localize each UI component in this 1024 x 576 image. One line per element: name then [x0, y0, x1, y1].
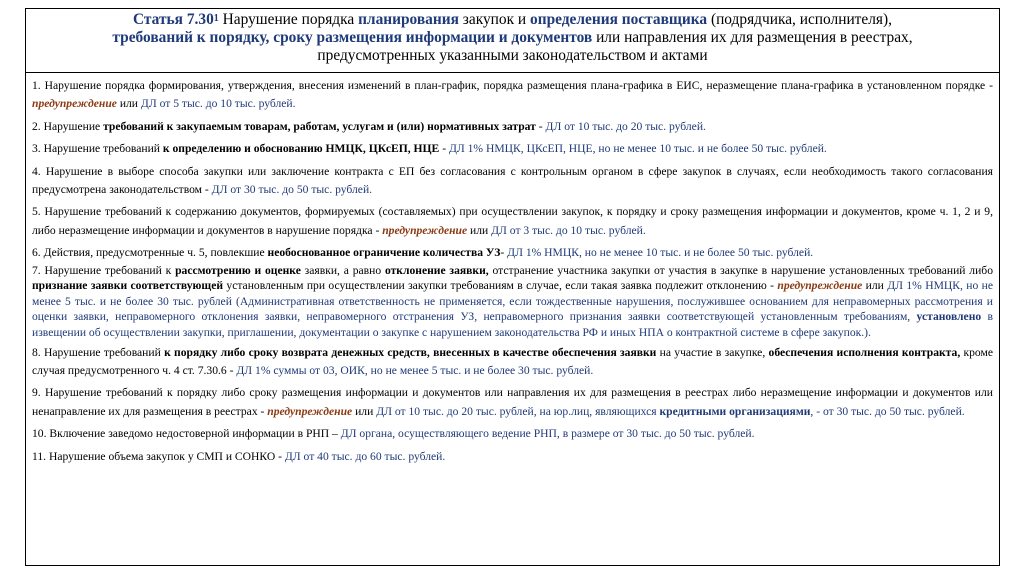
list-item: 10. Включение заведомо недостоверной информации в РНП – ДЛ органа, осуществляющего ведение РНП, в размере от 30 тыс. до 50 тыс. рублей. — [32, 427, 755, 441]
list-item: 9. Нарушение требований к порядку либо сроку размещения информации и документов или направления их для размещения в реестрах либо неразмещение информации и документов или ненаправление их для размещения в реестрах - предупреждение или ДЛ от 10 тыс. до 20 тыс. рублей, на юр.лиц, являющихся кредитными организациями, - от 30 тыс. до 50 тыс. рублей. — [32, 386, 993, 418]
list-item: 8. Нарушение требований к порядку либо сроку возврата денежных средств, внесенных в качестве обеспечения заявки на участие в закупке, обеспечения исполнения контракта, кроме случая предусмотренного ч. 4 ст. 7.30.6 - ДЛ 1% суммы от 03, ОИК, но не менее 5 тыс. и не более 30 тыс. рублей. — [32, 345, 993, 378]
list-item: 1. Нарушение порядка формирования, утверждения, внесения изменений в план-график, порядка размещения плана-графика в ЕИС, неразмещение плана-графика в установленном порядке - предупреждение или ДЛ от 5 тыс. до 10 тыс. рублей. — [32, 79, 993, 111]
list-item: 4. Нарушение в выборе способа закупки или заключение контракта с ЕП без согласования с контрольным органом в сфере закупок в случаях, если необходимость такого согласования предусмотрена законодательством - ДЛ от 30 тыс. до 50 тыс. рублей. — [32, 164, 993, 197]
violations-list — [26, 73, 999, 466]
header-line-2: требований к порядку, сроку размещения информации и документов или направления их для размещения в реестрах, — [112, 29, 913, 46]
article-superscript: 1 — [213, 13, 219, 24]
document-frame — [25, 8, 1000, 566]
list-item: 7. Нарушение требований к рассмотрению и оценке заявки, а равно отклонение заявки, отстранение участника закупки от участия в закупке в нарушение установленных требований либо признание заявки соответствующей установленным при осуществлении закупки требованиям в случае, если такая заявка подлежит отклонению - предупреждение или ДЛ 1% НМЦК, но не менее 5 тыс. и не более 30 тыс. рублей (Административная ответственность не применяется, если тождественные нарушения, послужившее основанием для неправомерных рассмотрения и оценки заявки, неправомерного отклонения заявки, неправомерного отстранения УЗ, неправомерного признания заявки соответствующей установленным требованиям, установлено в извещении об осуществлении закупки, приглашении, документации о закупке с нарушением законодательства РФ и иных НПА о контрактной системе в сфере закупок.). — [32, 263, 993, 340]
list-item: 3. Нарушение требований к определению и обоснованию НМЦК, ЦКсЕП, НЦЕ - ДЛ 1% НМЦК, ЦКсЕП, НЦЕ, но не менее 10 тыс. и не более 50 тыс. рублей. — [32, 142, 827, 156]
list-item: 11. Нарушение объема закупок у СМП и СОНКО - ДЛ от 40 тыс. до 60 тыс. рублей. — [32, 449, 446, 463]
list-item: 5. Нарушение требований к содержанию документов, формируемых (составляемых) при осуществлении закупок, к порядку и сроку размещения информации и документов, кроме ч. 1, 2 и 9, либо неразмещение информации и документов в нарушение порядка - предупреждение или ДЛ от 3 тыс. до 10 тыс. рублей. — [32, 205, 993, 237]
article-number: Статья 7.30 — [133, 11, 214, 28]
header-line-1: Статья 7.30$^1$ Нарушение порядка планирования закупок и определения поставщика (подрядчика, исполнителя), — [133, 11, 892, 28]
list-item: 2. Нарушение требований к закупаемым товарам, работам, услугам и (или) нормативных затрат - ДЛ от 10 тыс. до 20 тыс. рублей. — [32, 119, 706, 133]
article-header — [26, 9, 999, 73]
header-line-3: предусмотренных указанными законодательством и актами — [317, 47, 708, 64]
list-item: 6. Действия, предусмотренные ч. 5, повлекшие необоснованное ограничение количества УЗ- ДЛ 1% НМЦК, но не менее 10 тыс. и не более 50 тыс. рублей. — [32, 246, 814, 260]
